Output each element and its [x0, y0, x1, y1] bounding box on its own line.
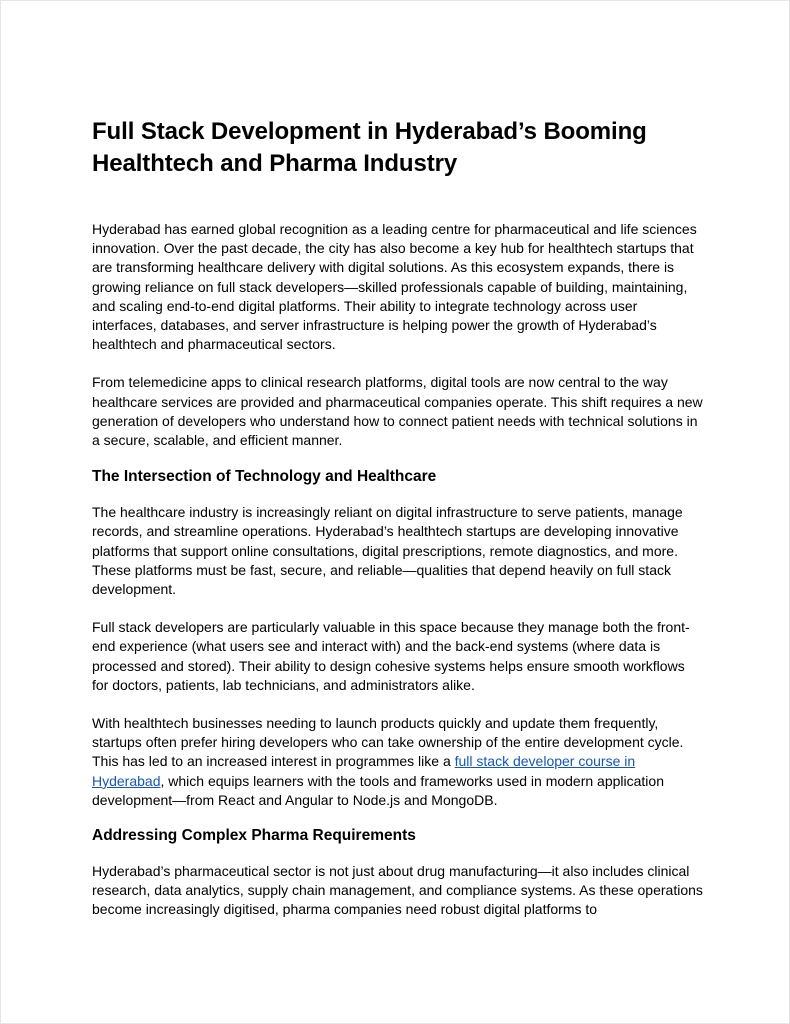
technology-paragraph-1: The healthcare industry is increasingly reliant on digital infrastructure to serve patients, manage records, and streamline operations. Hyderabad’s healthtech startups are developing innovative platforms that support online consultations, digital prescriptions, remote diagnostics, and more. These platforms must be fast, secure, and reliable—qualities that depend heavily on full stack development.: [92, 504, 683, 598]
document-title: Full Stack Development in Hyderabad’s Booming Healthtech and Pharma Industry: [92, 118, 647, 177]
pharma-paragraph-1: Hyderabad’s pharmaceutical sector is not just about drug manufacturing—it also includes clinical research, data analytics, supply chain management, and compliance systems. As these operations become increasingly digitised, pharma companies need robust digital platforms to: [92, 863, 703, 918]
section-heading-technology-healthcare: The Intersection of Technology and Healthcare: [92, 468, 437, 486]
technology-paragraph-3: [92, 714, 704, 810]
full-stack-course-link[interactable]: full stack developer course in Hyderabad: [92, 753, 636, 789]
document-content: [92, 116, 704, 920]
paragraph-text-before-link: With healthtech businesses needing to launch products quickly and update them frequently, startups often prefer hiring developers who can take ownership of the entire development cycle. This has led to an increased interest in programmes like a: [92, 715, 684, 770]
intro-paragraph-1: Hyderabad has earned global recognition as a leading centre for pharmaceutical and life sciences innovation. Over the past decade, the city has also become a key hub for healthtech startups that are transforming healthcare delivery with digital solutions. As this ecosystem expands, there is growing reliance on full stack developers—skilled professionals capable of building, maintaining, and scaling end-to-end digital platforms. Their ability to integrate technology across user interfaces, databases, and server infrastructure is helping power the growth of Hyderabad’s healthtech and pharmaceutical sectors.: [92, 221, 697, 353]
section-heading-pharma-requirements: Addressing Complex Pharma Requirements: [92, 827, 416, 845]
paragraph-text-after-link: , which equips learners with the tools and frameworks used in modern application development—from React and Angular to Node.js and MongoDB.: [92, 772, 664, 808]
technology-paragraph-2: Full stack developers are particularly valuable in this space because they manage both the front-end experience (what users see and interact with) and the back-end systems (where data is processed and stored). Their ability to design cohesive systems helps ensure smooth workflows for doctors, patients, lab technicians, and administrators alike.: [92, 619, 690, 693]
intro-paragraph-2: From telemedicine apps to clinical research platforms, digital tools are now central to the way healthcare services are provided and pharmaceutical companies operate. This shift requires a new generation of developers who understand how to connect patient needs with technical solutions in a secure, scalable, and efficient manner.: [92, 374, 703, 449]
